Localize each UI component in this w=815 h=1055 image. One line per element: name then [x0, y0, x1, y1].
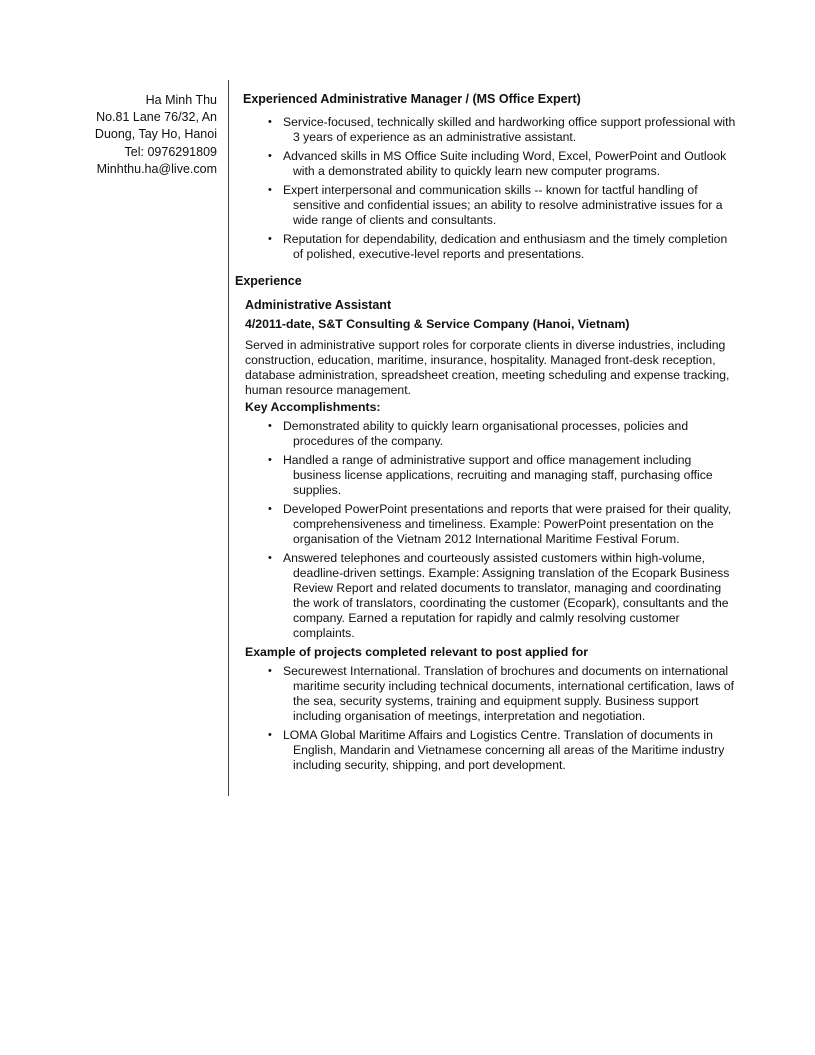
accomplishments-list: [234, 419, 739, 641]
contact-email: Minhthu.ha@live.com: [96, 161, 217, 176]
project-item: • LOMA Global Maritime Affairs and Logistics Centre. Translation of documents in English, Mandarin and Vietnamese concerning all areas of the Maritime industry including security, shipping, and port development.: [234, 728, 739, 773]
projects-list: [234, 664, 739, 773]
summary-bullet: • Reputation for dependability, dedication and enthusiasm and the timely completion of polished, executive-level reports and presentations.: [234, 232, 739, 262]
accomplishments-heading: Key Accomplishments:: [245, 400, 381, 414]
contact-address-line2: Duong, Tay Ho, Hanoi: [94, 127, 217, 142]
job-meta: 4/2011-date, S&T Consulting & Service Company (Hanoi, Vietnam): [245, 317, 630, 331]
accomplishment-item: • Handled a range of administrative support and office management including business license applications, recruiting and managing staff, purchasing office supplies.: [234, 453, 739, 498]
summary-bullet: • Expert interpersonal and communication skills -- known for tactful handling of sensitive and confidential issues; an ability to resolve administrative issues for a wide range of clients and consultants.: [234, 183, 739, 228]
contact-name: Ha Minh Thu: [145, 93, 217, 107]
job-description: Served in administrative support roles for corporate clients in diverse industries, including construction, education, maritime, insurance, hospitality. Managed front-desk reception, database administration, spreadsheet creation, meeting scheduling and expense tracking, human resource management.: [245, 338, 730, 397]
accomplishment-item: • Answered telephones and courteously assisted customers within high-volume, deadline-driven settings. Example: Assigning translation of the Ecopark Business Review Report and related documents to translator, managing and coordinating the work of translators, coordinating the customer (Ecopark), consultants and the company. Earned a reputation for rapidly and calmly resolving customer complaints.: [234, 551, 739, 641]
resume-body: [234, 90, 739, 777]
summary-list: [234, 115, 739, 262]
projects-heading: Example of projects completed relevant to post applied for: [245, 645, 589, 659]
accomplishment-item: • Demonstrated ability to quickly learn organisational processes, policies and procedures of the company.: [234, 419, 739, 449]
summary-bullet: • Service-focused, technically skilled and hardworking office support professional with 3 years of experience as an administrative assistant.: [234, 115, 739, 145]
experience-heading: Experience: [235, 274, 302, 288]
vertical-divider: [228, 80, 229, 796]
accomplishment-item: • Developed PowerPoint presentations and reports that were praised for their quality, comprehensiveness and timeliness. Example: PowerPoint presentation on the organisation of the Vietnam 2012 International Maritime Festival Forum.: [234, 502, 739, 547]
project-item: • Securewest International. Translation of brochures and documents on international maritime security including technical documents, international certification, laws of the sea, security systems, training and equipment supply. Business support including organisation of meetings, interpretation and negotiation.: [234, 664, 739, 724]
contact-block: [60, 92, 217, 178]
contact-phone: Tel: 0976291809: [124, 144, 217, 159]
summary-title: Experienced Administrative Manager / (MS Office Expert): [243, 92, 581, 106]
summary-bullet: • Advanced skills in MS Office Suite including Word, Excel, PowerPoint and Outlook with a demonstrated ability to quickly learn new computer programs.: [234, 149, 739, 179]
job-title: Administrative Assistant: [245, 298, 392, 312]
contact-address-line1: No.81 Lane 76/32, An: [96, 110, 217, 125]
